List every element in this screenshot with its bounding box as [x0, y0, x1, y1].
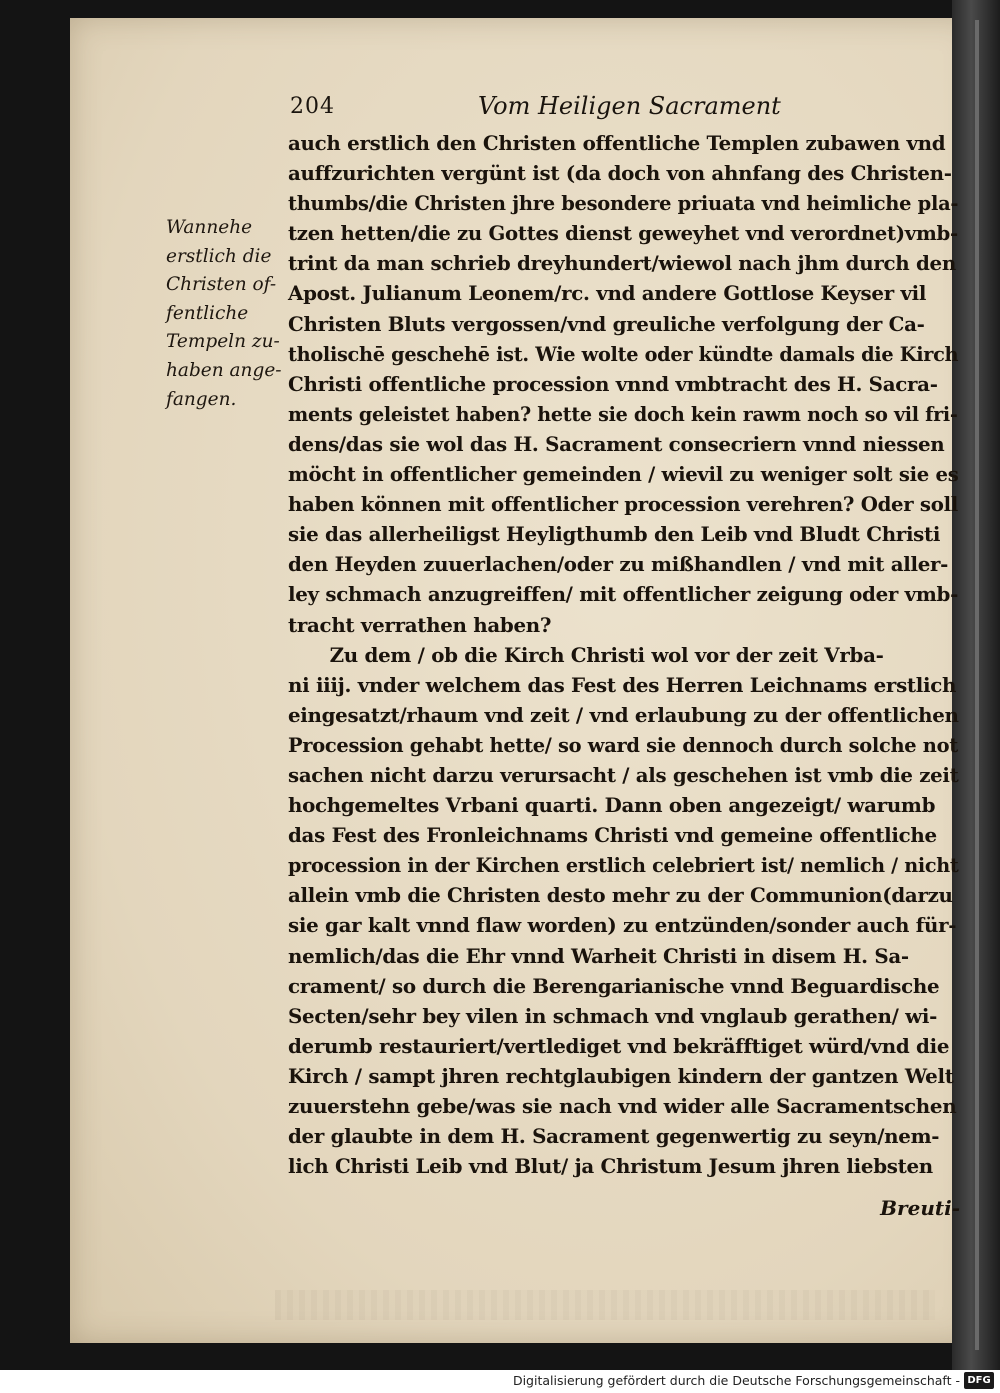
text-line: möcht in offentlicher gemeinden / wievil zu weniger solt sie es	[288, 462, 959, 487]
text-line: ley schmach anzugreiffen/ mit offentlicher zeigung oder vmb-	[288, 582, 959, 607]
text-line: hochgemeltes Vrbani quarti. Dann oben angezeigt/ warumb	[288, 793, 936, 818]
text-line: auffzurichten vergünt ist (da doch von ahnfang des Christen-	[288, 161, 952, 186]
text-line: nemlich/das die Ehr vnnd Warheit Christi in disem H. Sa-	[288, 943, 909, 968]
footer-bar	[0, 1370, 1000, 1393]
text-line: zuuerstehn gebe/was sie nach vnd wider alle Sacramentschen	[288, 1094, 957, 1118]
marginal-line: Wannehe	[166, 217, 253, 238]
text-line: tholischē geschehē ist. Wie wolte oder kündte damals die Kirch	[288, 341, 959, 366]
text-line-paragraph-start: Zu dem / ob die Kirch Christi wol vor der zeit Vrba-	[329, 642, 884, 667]
body-text	[288, 128, 964, 1181]
text-line: procession in der Kirchen erstlich celebriert ist/ nemlich / nicht	[288, 853, 959, 878]
marginal-line: Tempeln zu-	[166, 331, 280, 353]
text-line: das Fest des Fronleichnams Christi vnd gemeine offentliche	[288, 823, 937, 848]
catchword: Breuti-	[880, 1196, 960, 1220]
text-line: Apost. Julianum Leonem/rc. vnd andere Gottlose Keyser vil	[288, 281, 927, 306]
text-line: haben können mit offentlicher procession verehren? Oder soll	[288, 492, 958, 517]
page-header	[290, 94, 950, 128]
text-line: Procession gehabt hette/ so ward sie dennoch durch solche not	[288, 732, 958, 757]
text-line: dens/das sie wol das H. Sacrament consecriern vnnd niessen	[288, 431, 945, 456]
marginal-line: erstlich die	[166, 245, 272, 267]
text-line: sie das allerheiligst Heyligthumb den Leib vnd Bludt Christi	[288, 522, 941, 547]
marginal-line: fangen.	[166, 388, 237, 410]
text-line: lich Christi Leib vnd Blut/ ja Christum Jesum jhren liebsten	[288, 1154, 933, 1179]
text-line: den Heyden zuuerlachen/oder zu mißhandlen / vnd mit aller-	[288, 552, 949, 577]
funding-credit: Digitalisierung gefördert durch die Deutsche Forschungsgemeinschaft -	[512, 1373, 960, 1388]
text-line: tracht verrathen haben?	[288, 612, 552, 637]
marginal-note	[166, 214, 294, 414]
marginal-line: haben ange-	[166, 359, 282, 381]
text-line: ments geleistet haben? hette sie doch kein rawm noch so vil fri-	[288, 401, 958, 426]
text-line: thumbs/die Christen jhre besondere priuata vnd heimliche pla-	[288, 191, 959, 216]
paper-texture	[275, 1290, 935, 1320]
text-line: Christi offentliche procession vnnd vmbtracht des H. Sacra-	[288, 371, 938, 396]
text-line: Christen Bluts vergossen/vnd greuliche verfolgung der Ca-	[288, 311, 925, 336]
text-line: crament/ so durch die Berengarianische vnnd Beguardische	[288, 973, 940, 998]
text-line: sachen nicht darzu verursacht / als geschehen ist vmb die zeit	[288, 762, 959, 787]
running-title: Vom Heiligen Sacrament	[478, 92, 781, 120]
text-line: eingesatzt/rhaum vnd zeit / vnd erlaubung zu der offentlichen	[288, 702, 959, 727]
text-line: Kirch / sampt jhren rechtglaubigen kindern der gantzen Welt	[288, 1063, 954, 1088]
binding-edge	[975, 20, 979, 1350]
text-line: trint da man schrieb dreyhundert/wiewol nach jhm durch den	[288, 251, 956, 276]
text-line: tzen hetten/die zu Gottes dienst geweyhet vnd verordnet)vmb-	[288, 221, 958, 246]
text-line: der glaubte in dem H. Sacrament gegenwertig zu seyn/nem-	[288, 1124, 940, 1149]
dfg-logo-icon[interactable]: DFG	[964, 1372, 994, 1389]
marginal-line: fentliche	[166, 302, 249, 324]
text-line: auch erstlich den Christen offentliche Templen zubawen vnd	[288, 131, 946, 155]
text-line: ni iiij. vnder welchem das Fest des Herren Leichnams erstlich	[288, 672, 957, 697]
text-line: derumb restauriert/vertlediget vnd bekräfftiget würd/vnd die	[288, 1033, 950, 1058]
text-line: Secten/sehr bey vilen in schmach vnd vnglaub gerathen/ wi-	[288, 1003, 938, 1028]
text-line: allein vmb die Christen desto mehr zu der Communion(darzu	[288, 883, 953, 908]
page-number: 204	[290, 94, 335, 119]
marginal-line: Christen of-	[166, 274, 277, 296]
text-line: sie gar kalt vnnd flaw worden) zu entzünden/sonder auch für-	[288, 913, 957, 938]
